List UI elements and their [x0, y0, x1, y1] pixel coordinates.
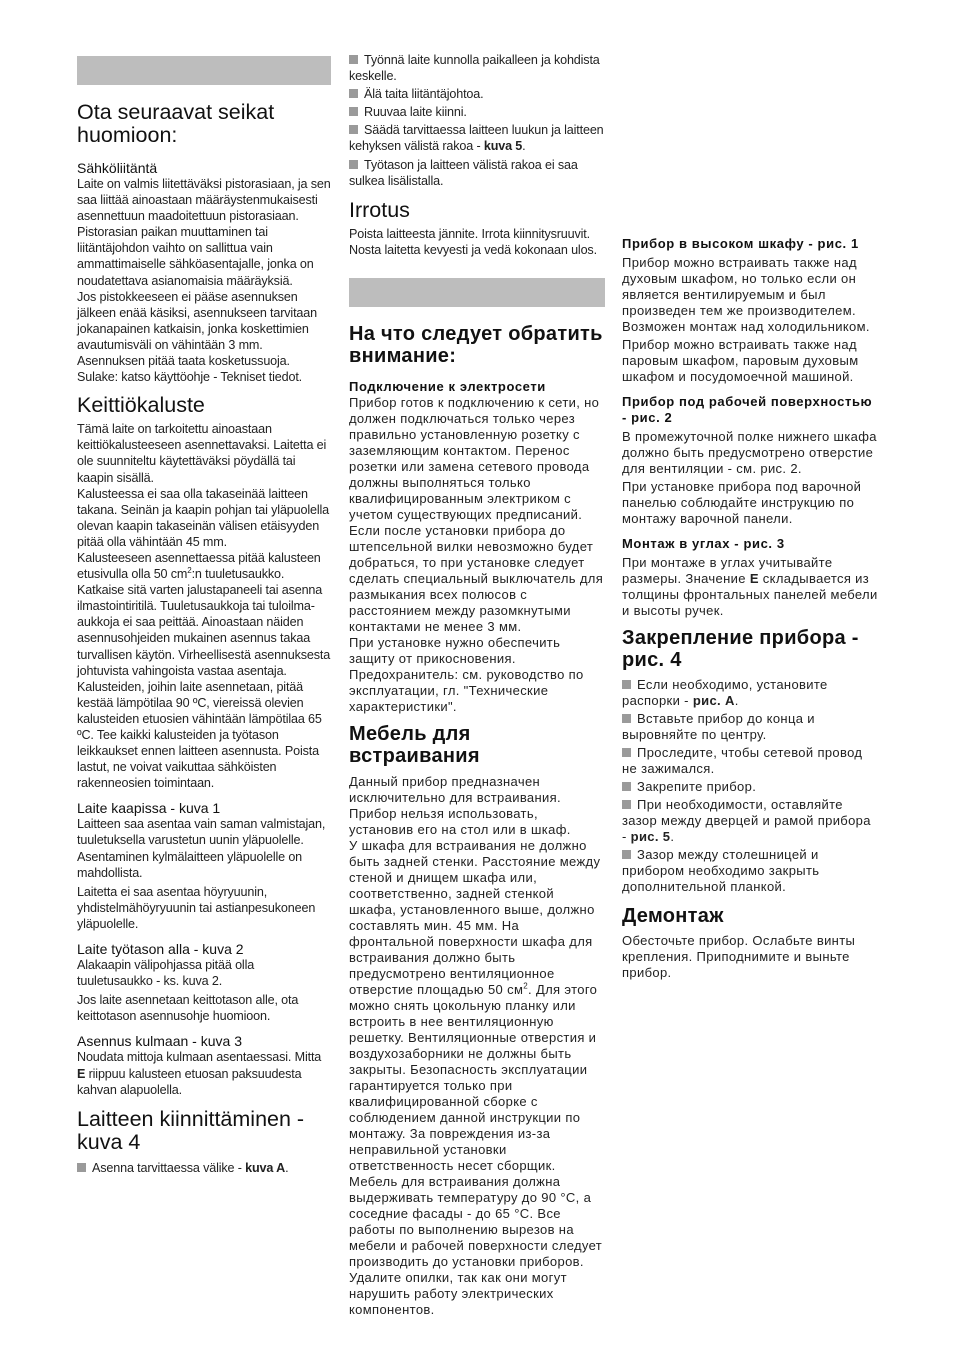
bullet-item: Если необходимо, установите распорки - рис. A.	[622, 677, 828, 708]
bullet-item: Закрепите прибор.	[622, 779, 878, 795]
heading-furniture-ru: Мебель для встраивания	[349, 722, 480, 767]
paragraph: Noudata mittoja kulmaan asentaessasi. Mitta E riippuu kalusteen etuosan paksuudesta kahvan alapuolella.	[77, 1050, 322, 1097]
paragraph: Laitetta ei saa asentaa höyryuunin, yhdistelmähöyryuunin tai astianpesukoneen yläpuolelle.	[77, 884, 316, 931]
bullet-square-icon	[622, 782, 631, 791]
paragraph: Если после установки прибора до штепсельной вилки невозможно будет добраться, то при установке следует сделать специальный выключатель для размыкания всех полюсов с расстоянием между разомкнутыми контактами не менее 3 мм.	[349, 522, 604, 634]
paragraph: Laitteen saa asentaa vain saman valmistajan, tuuletuksella varustetun uunin yläpuolelle. Asentaminen kylmälaitteen yläpuolelle on mahdollista.	[77, 817, 326, 880]
heading-under-worktop-ru: Прибор под рабочей поверхностью - рис. 2	[622, 394, 873, 425]
paragraph: Tämä laite on tarkoitettu ainoastaan keittiökalusteeseen asennettavaksi. Laitetta ei ole suunniteltu käytettäväksi pöydällä tai kaapin sisällä.	[77, 422, 327, 485]
paragraph: Обесточьте прибор. Ослабьте винты крепления. Приподнимите и выньте прибор.	[622, 933, 856, 980]
heading-electrical: Sähköliitäntä	[77, 160, 158, 176]
page-title: Ota seuraavat seikat huomioon:	[77, 100, 275, 147]
paragraph: При монтаже в углах учитывайте размеры. Значение E складывается из толщины фронтальных панелей мебели и высоты ручек.	[622, 555, 878, 618]
bullet-square-icon	[622, 748, 631, 757]
heading-electrical-ru: Подключение к электросети	[349, 378, 546, 394]
bullet-item: Työnnä laite kunnolla paikalleen ja kohdista keskelle.	[349, 53, 600, 84]
bullet-item: При необходимости, оставляйте зазор между дверцей и рамой прибора - рис. 5.	[622, 797, 871, 844]
heading-cabinet-ru: Прибор в высоком шкафу - рис. 1	[622, 236, 859, 251]
paragraph: Asennuksen pitää taata kosketussuoja. Sulake: katso käyttöohje - Tekniset tiedot.	[77, 354, 303, 385]
heading-corner: Asennus kulmaan - kuva 3	[77, 1033, 242, 1050]
heading-cabinet: Laite kaapissa - kuva 1	[77, 800, 221, 817]
bullet-square-icon	[349, 107, 358, 116]
bullet-item: Зазор между столешницей и прибором необходимо закрыть дополнительной планкой.	[622, 847, 820, 894]
bullet-square-icon	[77, 1163, 86, 1172]
column-russian	[622, 52, 878, 981]
paragraph: У шкафа для встраивания не должно быть задней стенки. Расстояние между стеной и днищем шкафа или, соответственно, задней стенкой шкафа, установленного выше, должно составлять мин. 45 мм. На фронтальной поверхности шкафа для встраивания должно быть предусмотрено вентиляционное отверстие площадью 50 $см^2$. Для этого можно снять цокольную планку или встроить в нее вентиляционную решетку. Вентиляционные отверстия и воздухозаборники не должны быть закрыты. Безопасность эксплуатации гарантируется только при квалифицированной сборке с соблюдением данной инструкции по монтажу. За повреждения из-за неправильной установки ответственность несет сборщик. Мебель для встраивания должна выдерживать температуру до 90 °C, а соседние фасады - до 65 °C. Все работы по выполнению вырезов на мебели и рабочей поверхности следует производить до установки приборов. Удалите опилки, так как они могут нарушить работу электрических компонентов.	[349, 837, 603, 1317]
bullet-item: Ruuvaa laite kiinni.	[349, 104, 605, 120]
paragraph: Прибор можно встраивать также над духовым шкафом, но только если он является вентилируемым и был произведен тем же производителем. Возможен монтаж над холодильником.	[622, 255, 870, 334]
column-middle	[349, 52, 605, 1318]
bullet-square-icon	[349, 89, 358, 98]
bullet-square-icon	[349, 160, 358, 169]
bullet-square-icon	[622, 714, 631, 723]
bullet-square-icon	[622, 800, 631, 809]
bullet-item: Työtason ja laitteen välistä rakoa ei saa sulkea lisälistalla.	[349, 157, 578, 188]
bullet-square-icon	[349, 55, 358, 64]
paragraph: Kalusteessa ei saa olla takaseinää laitteen takana. Seinän ja kaapin pohjan tai yläpuolella olevan kaapin takaseinän välisen etäisyyden pitää olla vähintään 45 mm.	[77, 486, 330, 549]
paragraph: При установке нужно обеспечить защиту от прикосновения. Предохранитель: см. руководство по эксплуатации, гл. "Технические характеристики".	[349, 634, 584, 714]
bullet-item: Проследите, чтобы сетевой провод не зажимался.	[622, 745, 863, 776]
paragraph: Alakaapin välipohjassa pitää olla tuuletusaukko - ks. kuva 2.	[77, 958, 255, 989]
bullet-square-icon	[622, 680, 631, 689]
page-title-ru: На что следует обратить внимание:	[349, 322, 603, 367]
bullet-square-icon	[622, 850, 631, 859]
paragraph: Laite on valmis liitettäväksi pistorasiaan, ja sen saa liittää ainoastaan määräystenmukaisesti asennettuun maadoitettuun pistorasiaan. Pistorasian paikan muuttaminen tai liitäntäjohdon vaihto on sallittua vain ammattimaiselle sähköasentajalle, jonka on noudatettava asianomaisia määräyksiä.	[77, 177, 331, 288]
heading-furniture: Keittiökaluste	[77, 393, 205, 418]
heading-fixing: Laitteen kiinnittäminen - kuva 4	[77, 1106, 305, 1154]
bullet-item: Asenna tarvittaessa välike - kuva A.	[77, 1160, 331, 1176]
heading-corner-ru: Монтаж в углах - рис. 3	[622, 536, 785, 551]
section-bar	[349, 278, 605, 307]
bullet-square-icon	[349, 125, 358, 134]
paragraph: Jos pistokkeeseen ei pääse asennuksen jälkeen enää käsiksi, asennukseen tarvitaan jokanapainen katkaisin, jonka koskettimien avautumisväli on vähintään 3 mm.	[77, 289, 317, 352]
heading-fixing-ru: Закрепление прибора - рис. 4	[622, 627, 859, 671]
paragraph: Kalusteeseen asennettaessa pitää kalusteen etusivulla olla 50 $cm^2:n$ tuuletusaukko. Katkaise sitä varten jalustapaneeli tai asenna ilmastointiritilä. Tuuletusaukkoja tai tuloilma-aukkoja ei saa peittää. Ainoastaan näiden asennusohjeiden mukainen asennus takaa turvallisen käytön. Virheellisestä asennuksesta johtuvista vahingoista vastaa asentaja. Kalusteiden, joihin laite asennetaan, pitää kestää lämpötilaa 90 ºC, viereissä olevien kalusteiden etuosien vähintään lämpötilaa 65 ºC. Tee kaikki kalusteiden ja työtason leikkaukset ennen laitteen asennusta. Poista lastut, ne voivat vaikuttaa sähköisten rakenneosien toimintaan.	[77, 550, 331, 791]
paragraph: Poista laitteesta jännite. Irrota kiinnitysruuvit. Nosta laitetta kevyesti ja vedä kokonaan ulos.	[349, 226, 597, 257]
paragraph: Прибор готов к подключению к сети, но должен подключаться только через правильно установленную розетку с заземляющим контактом. Перенос розетки или замена сетевого провода должны выполняться только квалифицированным электриком с учетом существующих предписаний.	[349, 394, 600, 522]
heading-removal: Irrotus	[349, 197, 410, 222]
paragraph: Прибор можно встраивать также над паровым шкафом, паровым духовым шкафом и посудомоечной машиной.	[622, 337, 859, 384]
heading-under-worktop: Laite työtason alla - kuva 2	[77, 941, 244, 958]
section-bar	[77, 56, 331, 85]
paragraph: При установке прибора под варочной панелью соблюдайте инструкцию по монтажу варочной панели.	[622, 479, 862, 526]
bullet-item: Säädä tarvittaessa laitteen luukun ja laitteen kehyksen välistä rakoa - kuva 5.	[349, 123, 604, 154]
bullet-item: Älä taita liitäntäjohtoa.	[349, 86, 605, 102]
paragraph: В промежуточной полке нижнего шкафа должно быть предусмотрено отверстие для вентиляции - см. рис. 2.	[622, 429, 877, 476]
paragraph: Jos laite asennetaan keittotason alle, ota keittotason asennusohje huomioon.	[77, 993, 299, 1024]
paragraph: Данный прибор предназначен исключительно для встраивания. Прибор нельзя использовать, установив его на стол или в шкаф.	[349, 773, 571, 837]
column-finnish	[77, 52, 331, 1176]
heading-removal-ru: Демонтаж	[622, 905, 724, 927]
bullet-item: Вставьте прибор до конца и выровняйте по центру.	[622, 711, 815, 742]
